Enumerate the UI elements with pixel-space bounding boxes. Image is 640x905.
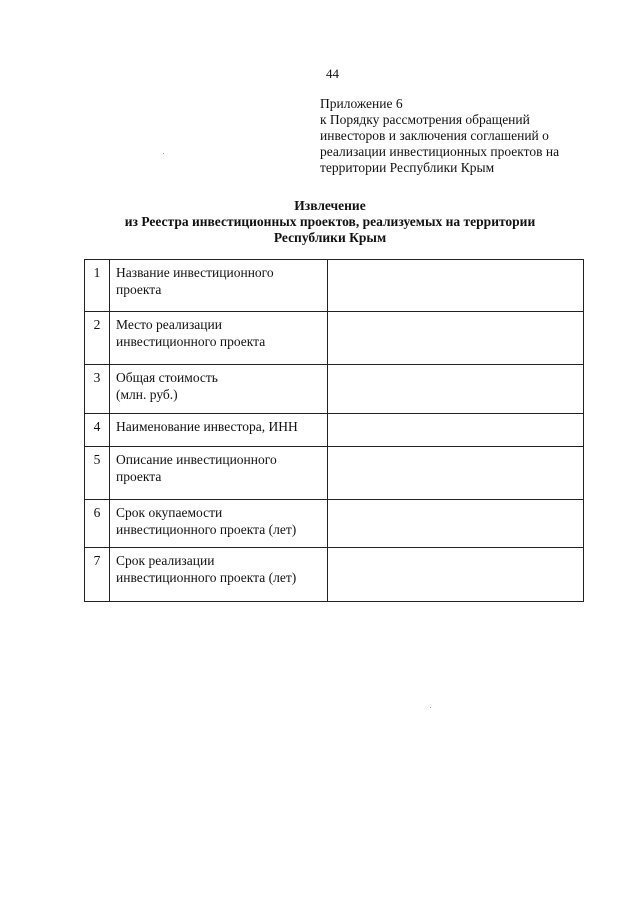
row-label-line: инвестиционного проекта (лет) — [116, 522, 297, 537]
register-table — [84, 259, 584, 602]
scan-speck — [430, 707, 431, 708]
row-value — [328, 500, 584, 548]
row-label — [110, 447, 328, 500]
row-label-line: Срок реализации — [116, 553, 215, 568]
row-value — [328, 365, 584, 414]
appendix-line: реализации инвестиционных проектов на — [320, 144, 560, 159]
row-label — [110, 548, 328, 602]
table-row — [85, 312, 584, 365]
row-label-line: Наименование инвестора, ИНН — [116, 419, 298, 434]
appendix-line: к Порядку рассмотрения обращений — [320, 112, 530, 127]
row-label-line: Название инвестиционного — [116, 265, 274, 280]
row-label-line: Описание инвестиционного — [116, 452, 277, 467]
row-number: 2 — [85, 312, 110, 365]
appendix-line: территории Республики Крым — [320, 160, 495, 175]
row-number: 3 — [85, 365, 110, 414]
table-row — [85, 548, 584, 602]
row-value — [328, 414, 584, 447]
document-title — [60, 198, 600, 246]
page-number: 44 — [326, 66, 339, 81]
row-label — [110, 414, 328, 447]
row-label-line: инвестиционного проекта — [116, 334, 266, 349]
row-label-line: проекта — [116, 282, 162, 297]
appendix-line: Приложение 6 — [320, 96, 403, 111]
row-label-line: Срок окупаемости — [116, 505, 223, 520]
row-number: 7 — [85, 548, 110, 602]
row-value — [328, 548, 584, 602]
appendix-header — [320, 96, 620, 176]
row-number: 6 — [85, 500, 110, 548]
table-row — [85, 414, 584, 447]
title-line: из Реестра инвестиционных проектов, реализуемых на территории — [124, 214, 536, 229]
row-label-line: инвестиционного проекта (лет) — [116, 570, 297, 585]
table-row — [85, 447, 584, 500]
row-number: 4 — [85, 414, 110, 447]
row-value — [328, 260, 584, 312]
row-label-line: (млн. руб.) — [116, 387, 178, 402]
row-number: 5 — [85, 447, 110, 500]
row-number: 1 — [85, 260, 110, 312]
row-label-line: Общая стоимость — [116, 370, 218, 385]
row-label — [110, 260, 328, 312]
table-row — [85, 365, 584, 414]
row-label — [110, 500, 328, 548]
title-line: Республики Крым — [273, 230, 387, 245]
row-value — [328, 312, 584, 365]
title-line: Извлечение — [294, 198, 366, 213]
row-value — [328, 447, 584, 500]
row-label — [110, 312, 328, 365]
scan-speck — [163, 153, 164, 154]
appendix-line: инвесторов и заключения соглашений о — [320, 128, 549, 143]
table-row — [85, 500, 584, 548]
row-label — [110, 365, 328, 414]
row-label-line: проекта — [116, 469, 162, 484]
table-row — [85, 260, 584, 312]
row-label-line: Место реализации — [116, 317, 222, 332]
